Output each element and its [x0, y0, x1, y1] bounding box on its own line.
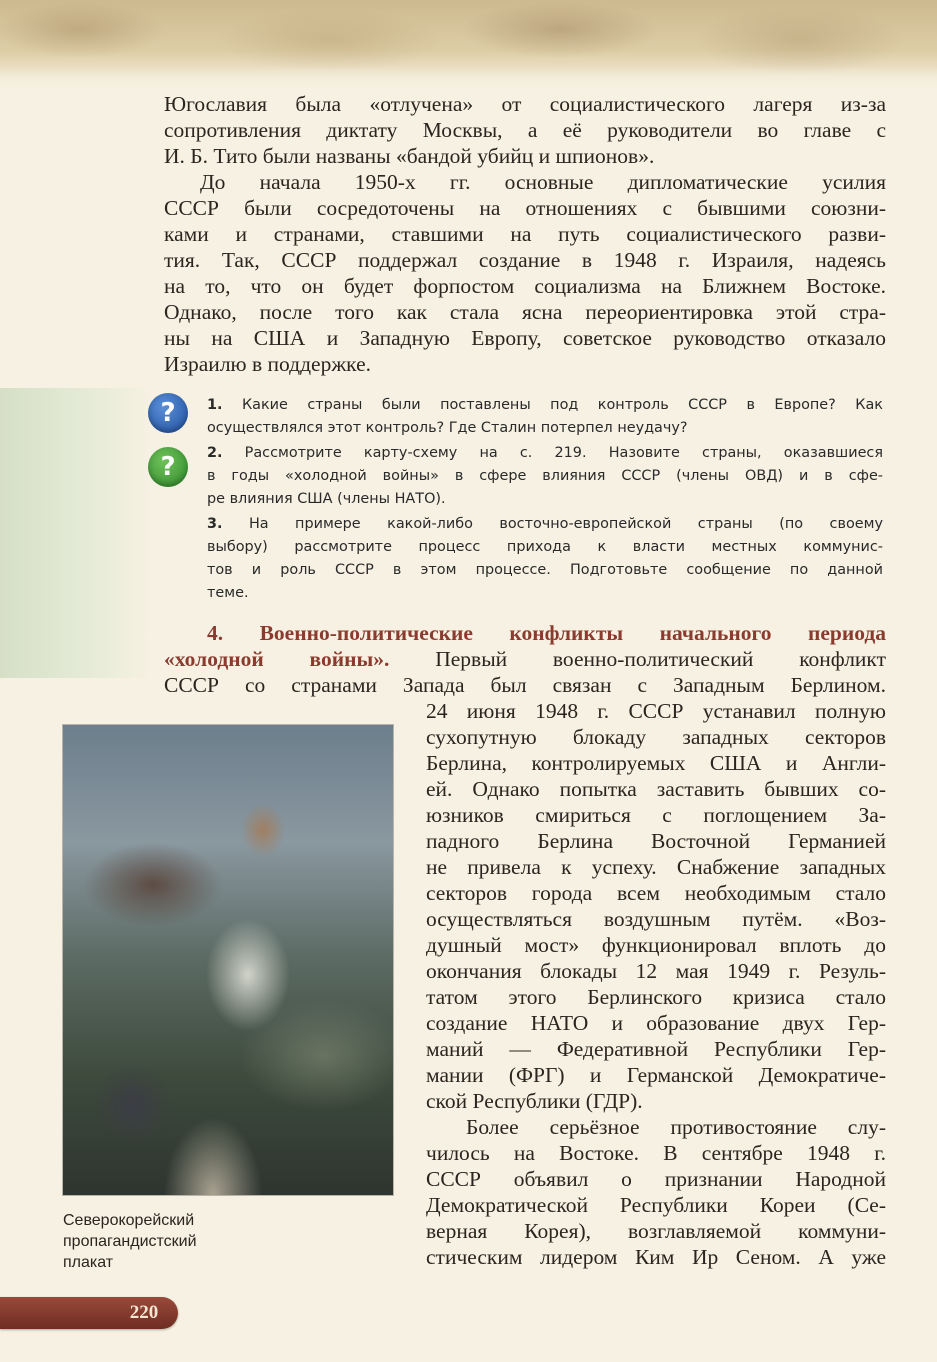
body-line: юзников смириться с поглощением За- — [426, 803, 886, 827]
question-3-line: теме. — [207, 585, 249, 601]
body-line: татом этого Берлинского кризиса стало — [426, 985, 886, 1009]
body-line: тия. Так, СССР поддержал создание в 1948 г. Израиля, надеясь — [164, 248, 886, 272]
question-2-text: Рассмотрите карту-схему на с. 219. Назовите страны, оказавшиеся — [244, 445, 883, 461]
body-line: До начала 1950-х гг. основные дипломатические усилия — [200, 170, 886, 194]
propaganda-poster-illustration — [63, 725, 393, 1195]
section-title-line2 — [164, 646, 886, 672]
margin-color-strip — [0, 388, 150, 678]
question-2-line: в годы «холодной войны» в сфере влияния СССР (члены ОВД) и в сфе- — [207, 468, 883, 484]
body-line: ны на США и Западную Европу, советское руководство отказало — [164, 326, 886, 350]
body-line: СССР были сосредоточены на отношениях с бывшими союзни- — [164, 196, 886, 220]
body-line: Демократической Республики Кореи (Се- — [426, 1193, 886, 1217]
question-3-line — [207, 513, 883, 536]
question-green-icon: ? — [148, 447, 188, 487]
body-line: ками и странами, ставшими на путь социалистического разви- — [164, 222, 886, 246]
body-line: Берлина, контролируемых США и Англи- — [426, 751, 886, 775]
question-2-number: 2. — [207, 445, 223, 461]
illustration-caption: пропагандистский — [63, 1233, 197, 1250]
question-2-line: ре влияния США (члены НАТО). — [207, 491, 446, 507]
body-line: душный мост» функционировал вплоть до — [426, 933, 886, 957]
body-line: на то, что он будет форпостом социализма на Ближнем Востоке. — [164, 274, 886, 298]
body-line: верная Корея), возглавляемой коммуни- — [426, 1219, 886, 1243]
top-decorative-band — [0, 0, 937, 92]
illustration-caption: плакат — [63, 1254, 114, 1271]
body-line: создание НАТО и образование двух Гер- — [426, 1011, 886, 1035]
page-number: 220 — [129, 1302, 159, 1323]
body-line: Израилю в поддержке. — [164, 352, 372, 376]
body-line: не привела к успеху. Снабжение западных — [426, 855, 886, 879]
body-line: осуществляться воздушным путём. «Воз- — [426, 907, 886, 931]
question-3-text: На примере какой-либо восточно-европейской страны (по своему — [248, 516, 883, 532]
body-line: ской Республики (ГДР). — [426, 1089, 643, 1113]
body-line: сопротивления диктату Москвы, а её руководители во главе с — [164, 118, 886, 142]
question-3-line: тов и роль СССР в этом процессе. Подготовьте сообщение по данной — [207, 562, 883, 578]
question-2-line — [207, 442, 883, 465]
body-line: мании (ФРГ) и Германской Демократиче- — [426, 1063, 886, 1087]
body-line: окончания блокады 12 мая 1949 г. Резуль- — [426, 959, 886, 983]
question-3-number: 3. — [207, 516, 223, 532]
section-title: 4. Военно-политические конфликты начального периода — [207, 621, 886, 645]
body-line: 24 июня 1948 г. СССР устанавил полную — [426, 699, 886, 723]
body-line: Югославия была «отлучена» от социалистического лагеря из-за — [164, 92, 886, 116]
illustration-caption: Северокорейский — [63, 1212, 195, 1229]
body-line: маний — Федеративной Республики Гер- — [426, 1037, 886, 1061]
question-3-line: выбору) рассмотрите процесс прихода к власти местных коммунис- — [207, 539, 883, 555]
question-1-line: осуществлялся этот контроль? Где Сталин потерпел неудачу? — [207, 420, 688, 436]
question-1-text: Какие страны были поставлены под контроль СССР в Европе? Как — [241, 397, 883, 413]
body-line: секторов города всем необходимым стало — [426, 881, 886, 905]
body-line: И. Б. Тито были названы «бандой убийц и шпионов». — [164, 144, 655, 168]
body-line: падного Берлина Восточной Германией — [426, 829, 886, 853]
body-line: ей. Однако попытка заставить бывших со- — [426, 777, 886, 801]
question-1-number: 1. — [207, 397, 223, 413]
section-title-continuation: «холодной войны». — [164, 647, 390, 671]
body-line: сухопутную блокаду западных секторов — [426, 725, 886, 749]
section-lead-text: Первый военно-политический конфликт — [389, 647, 886, 671]
question-blue-icon: ? — [148, 393, 188, 433]
body-line: СССР со странами Запада был связан с Западным Берлином. — [164, 673, 886, 697]
body-line: Однако, после того как стала ясна переориентировка этой стра- — [164, 300, 886, 324]
body-line: Более серьёзное противостояние слу- — [466, 1115, 886, 1139]
body-line: СССР объявил о признании Народной — [426, 1167, 886, 1191]
question-1-line — [207, 394, 883, 417]
body-line: чилось на Востоке. В сентябре 1948 г. — [426, 1141, 886, 1165]
body-line: стическим лидером Ким Ир Сеном. А уже — [426, 1245, 886, 1269]
